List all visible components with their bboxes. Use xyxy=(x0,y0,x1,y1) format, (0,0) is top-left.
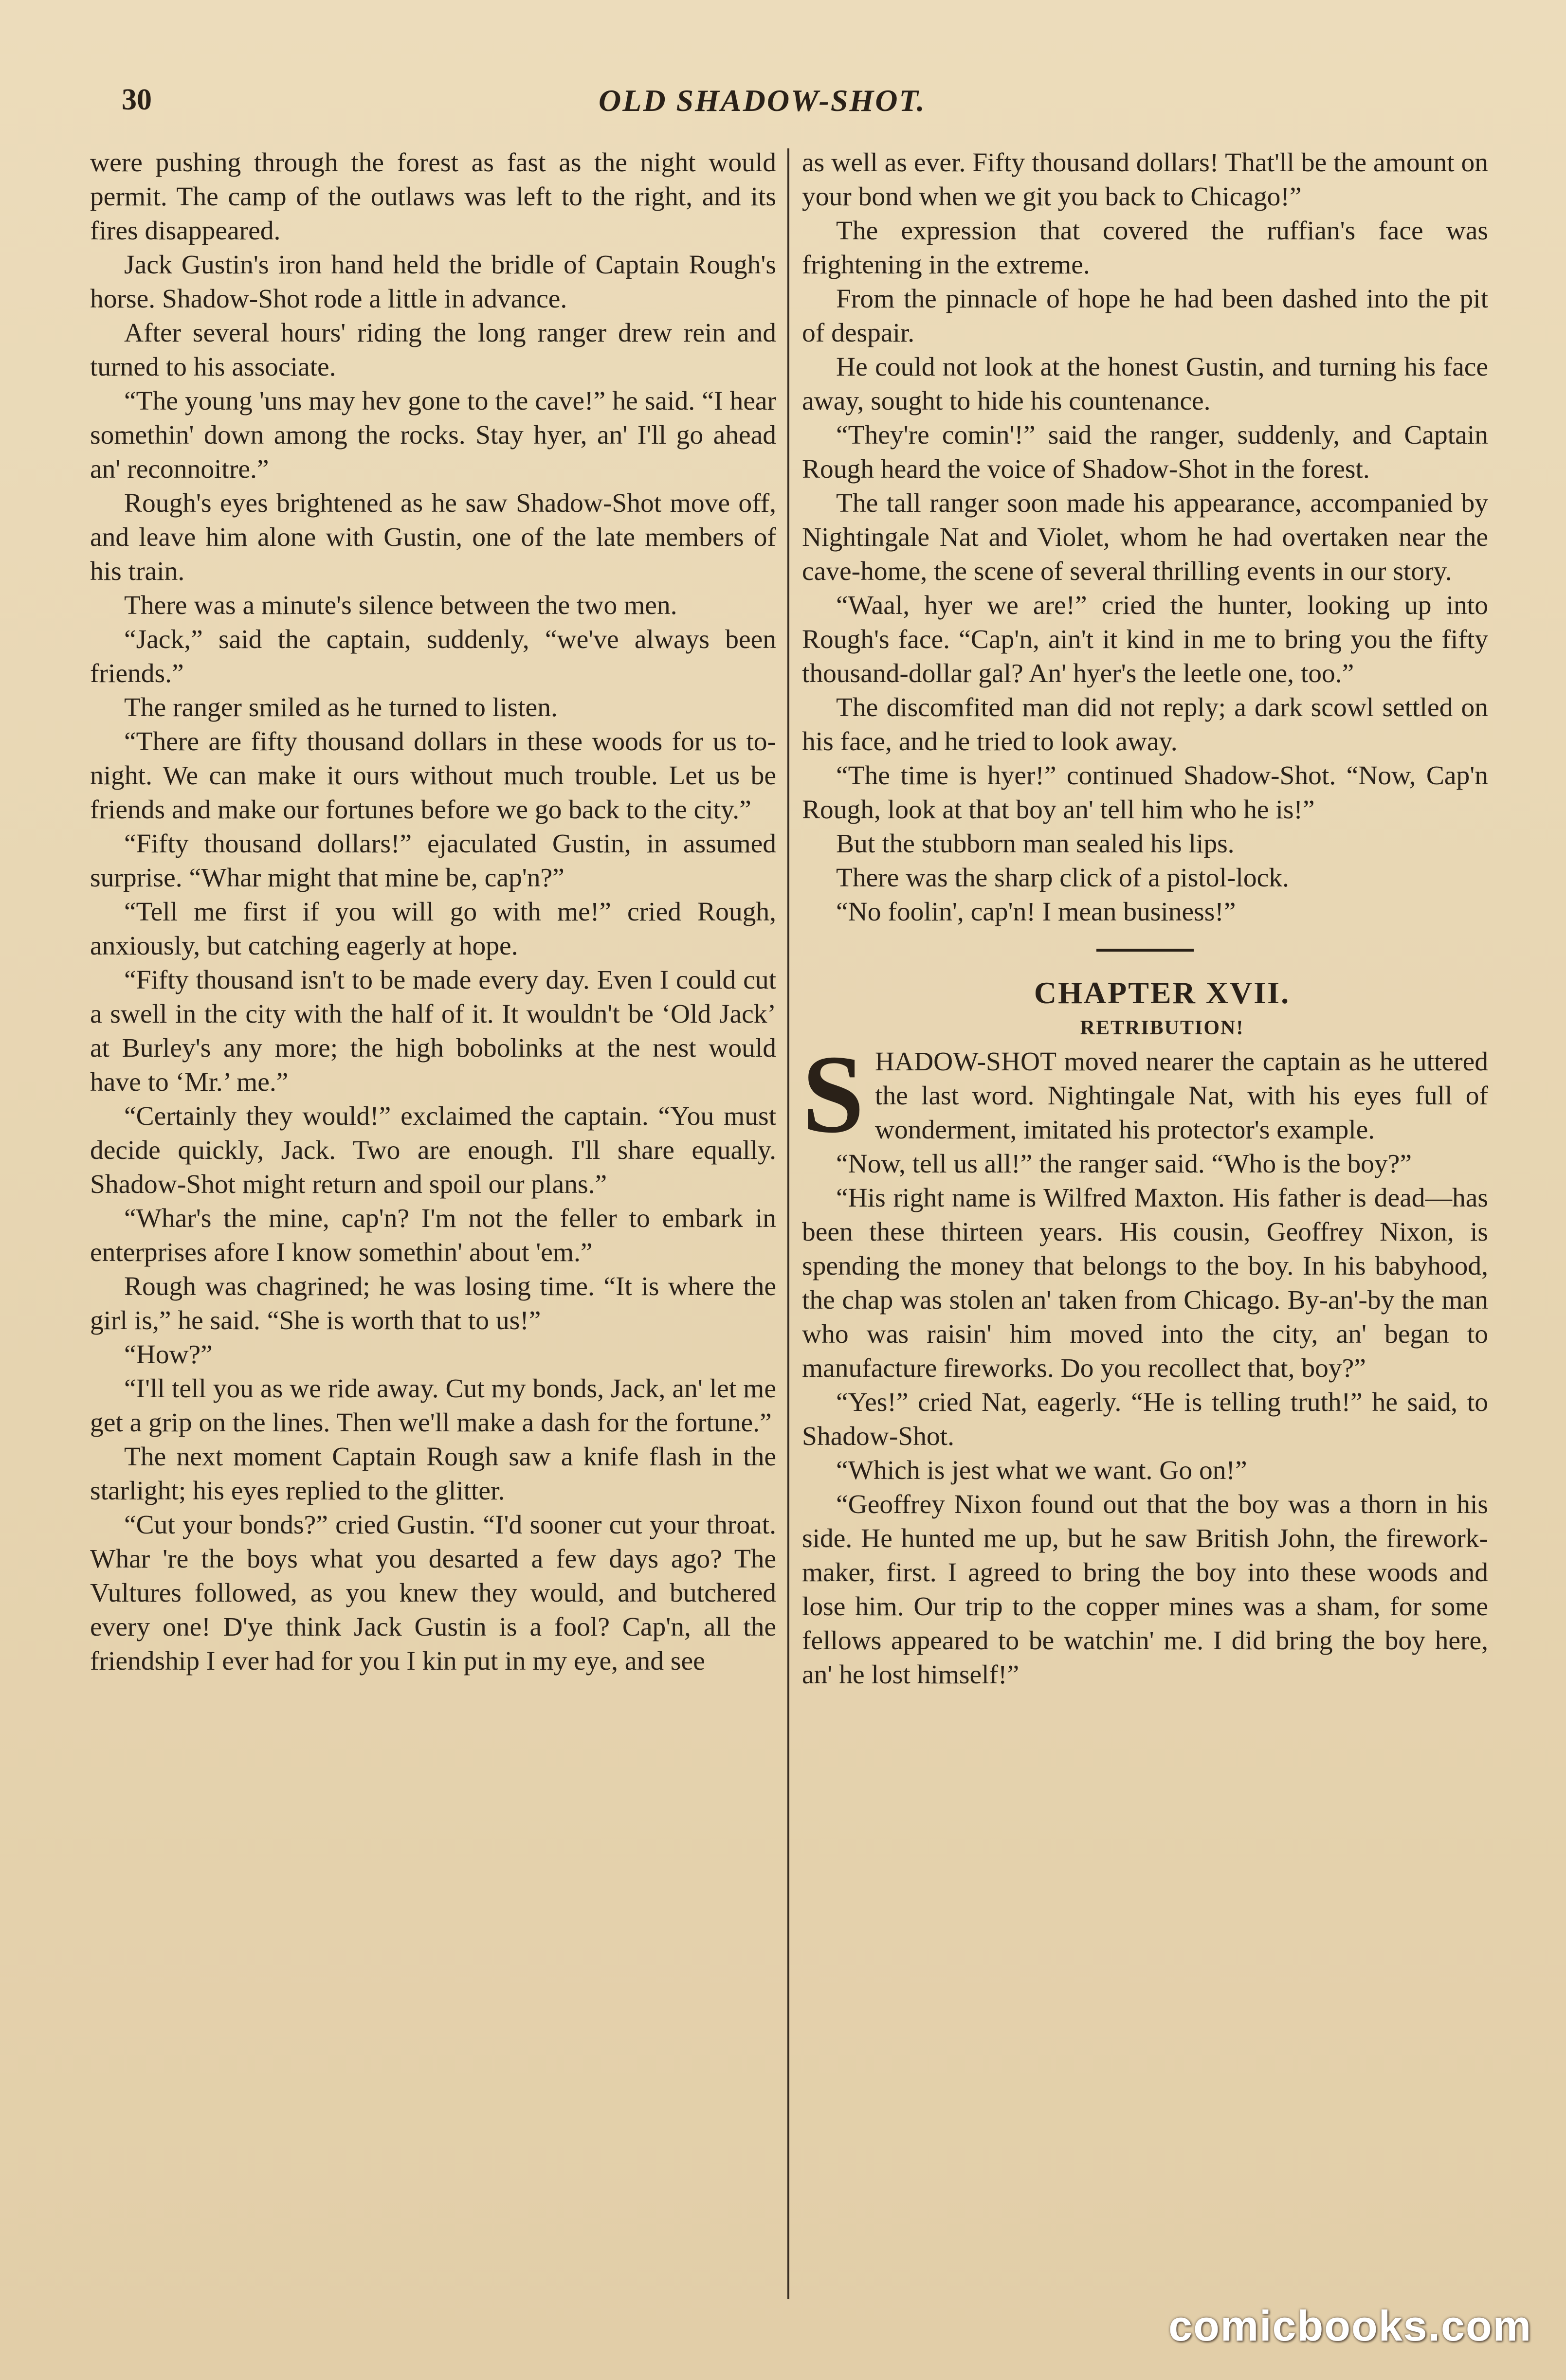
paragraph: From the pinnacle of hope he had been dashed into the pit of despair. xyxy=(802,284,1488,348)
paragraph: “Which is jest what we want. Go on!” xyxy=(836,1456,1247,1485)
paragraph: Rough's eyes brightened as he saw Shadow-Shot move off, and leave him alone with Gustin, one of the late members of his train. xyxy=(90,488,776,586)
paragraph: The discomfited man did not reply; a dark scowl settled on his face, and he tried to look away. xyxy=(802,693,1488,757)
paragraph: “Now, tell us all!” the ranger said. “Who is the boy?” xyxy=(836,1149,1412,1179)
column-divider xyxy=(787,148,789,2299)
opening-text: HADOW-SHOT moved nearer the captain as he uttered the last word. Nightingale Nat, with his eyes full of wonderment, imitated his protector's example. xyxy=(874,1047,1488,1145)
paragraph: “His right name is Wilfred Maxton. His father is dead—has been these thirteen years. His cousin, Geoffrey Nixon, is spending the money that belongs to the boy. In his babyhood, the chap was stolen an' taken from Chicago. By-an'-by the man who was raisin' him moved into the city, an' began to manufacture fireworks. Do you recollect that, boy?” xyxy=(802,1183,1488,1383)
running-title: OLD SHADOW-SHOT. xyxy=(599,83,926,118)
paragraph: “Yes!” cried Nat, eagerly. “He is telling truth!” he said, to Shadow-Shot. xyxy=(802,1388,1488,1451)
paragraph: “I'll tell you as we ride away. Cut my bonds, Jack, an' let me get a grip on the lines. Then we'll make a dash for the fortune.” xyxy=(90,1374,776,1438)
page-header xyxy=(122,83,1484,126)
watermark: comicbooks.com xyxy=(1168,2302,1532,2350)
right-column xyxy=(802,146,1488,1692)
paragraph: After several hours' riding the long ranger drew rein and turned to his associate. xyxy=(90,318,776,382)
chapter-subtitle: RETRIBUTION! xyxy=(1080,1017,1244,1039)
left-column xyxy=(90,146,776,1678)
section-rule xyxy=(1096,949,1194,952)
paragraph: “There are fifty thousand dollars in these woods for us to-night. We can make it ours without much trouble. Let us be friends and make our fortunes before we go back to the city.” xyxy=(90,727,776,825)
paragraph: There was the sharp click of a pistol-lock. xyxy=(836,863,1289,893)
paragraph: Jack Gustin's iron hand held the bridle of Captain Rough's horse. Shadow-Shot rode a little in advance. xyxy=(90,250,776,314)
paragraph: “Jack,” said the captain, suddenly, “we've always been friends.” xyxy=(90,625,776,688)
paragraph: “No foolin', cap'n! I mean business!” xyxy=(836,897,1236,927)
paragraph: “Tell me first if you will go with me!” cried Rough, anxiously, but catching eagerly at hope. xyxy=(90,897,776,961)
paragraph: “They're comin'!” said the ranger, suddenly, and Captain Rough heard the voice of Shadow-Shot in the forest. xyxy=(802,420,1488,484)
paragraph: “The time is hyer!” continued Shadow-Shot. “Now, Cap'n Rough, look at that boy an' tell him who he is!” xyxy=(802,761,1488,825)
paragraph: “The young 'uns may hev gone to the cave!” he said. “I hear somethin' down among the rocks. Stay hyer, an' I'll go ahead an' reconnoitre.” xyxy=(90,386,776,484)
paragraph: The ranger smiled as he turned to listen. xyxy=(124,693,558,722)
paragraph: “Cut your bonds?” cried Gustin. “I'd sooner cut your throat. Whar 're the boys what you desarted a few days ago? The Vultures followed, as you knew they would, and butchered every one! D'ye think Jack Gustin is a fool? Cap'n, all the friendship I ever had for you I kin put in my eye, and see xyxy=(90,1510,776,1676)
page-number: 30 xyxy=(122,83,152,116)
paragraph: “Certainly they would!” exclaimed the captain. “You must decide quickly, Jack. Two are enough. I'll share equally. Shadow-Shot might return and spoil our plans.” xyxy=(90,1101,776,1199)
paragraph: as well as ever. Fifty thousand dollars! That'll be the amount on your bond when we git you back to Chicago!” xyxy=(802,148,1488,212)
chapter-opening-paragraph xyxy=(802,1032,1488,1156)
paragraph: Rough was chagrined; he was losing time. “It is where the girl is,” he said. “She is worth that to us!” xyxy=(90,1272,776,1335)
paragraph: There was a minute's silence between the two men. xyxy=(124,591,677,620)
paragraph: The expression that covered the ruffian's face was frightening in the extreme. xyxy=(802,216,1488,280)
paragraph: “How?” xyxy=(124,1340,213,1370)
chapter-heading: CHAPTER XVII. xyxy=(1034,975,1291,1010)
paragraph: The tall ranger soon made his appearance, accompanied by Nightingale Nat and Violet, whom he had overtaken near the cave-home, the scene of several thrilling events in our story. xyxy=(802,488,1488,586)
drop-cap: S xyxy=(802,1032,864,1156)
paragraph: “Whar's the mine, cap'n? I'm not the feller to embark in enterprises afore I know somethin' about 'em.” xyxy=(90,1204,776,1267)
paragraph: He could not look at the honest Gustin, and turning his face away, sought to hide his countenance. xyxy=(802,352,1488,416)
paragraph: were pushing through the forest as fast as the night would permit. The camp of the outlaws was left to the right, and its fires disappeared. xyxy=(90,148,776,246)
paragraph: “Waal, hyer we are!” cried the hunter, looking up into Rough's face. “Cap'n, ain't it kind in me to bring you the fifty thousand-dollar gal? An' hyer's the leetle one, too.” xyxy=(802,591,1488,688)
paragraph: The next moment Captain Rough saw a knife flash in the starlight; his eyes replied to the glitter. xyxy=(90,1442,776,1506)
paragraph: “Fifty thousand dollars!” ejaculated Gustin, in assumed surprise. “Whar might that mine be, cap'n?” xyxy=(90,829,776,893)
paragraph: “Fifty thousand isn't to be made every day. Even I could cut a swell in the city with the half of it. It wouldn't be ‘Old Jack’ at Burley's any more; the high bobolinks at the nest would have to ‘Mr.’ me.” xyxy=(90,965,776,1097)
paragraph: “Geoffrey Nixon found out that the boy was a thorn in his side. He hunted me up, but he saw British John, the firework-maker, first. I agreed to bring the boy into these woods and lose him. Our trip to the copper mines was a sham, for some fellows appeared to be watchin' me. I did bring the boy here, an' he lost himself!” xyxy=(802,1490,1488,1690)
paragraph: But the stubborn man sealed his lips. xyxy=(836,829,1235,859)
